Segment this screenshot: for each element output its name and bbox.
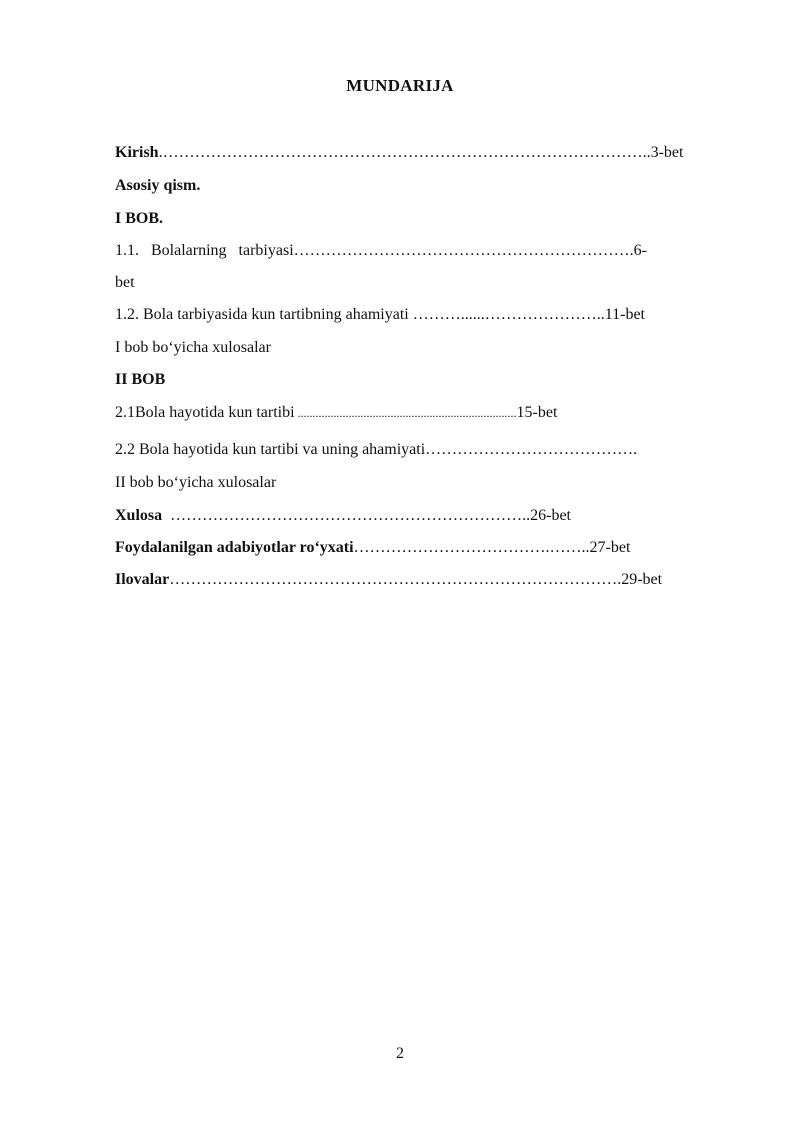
- toc-entry-ilovalar: [115, 570, 743, 590]
- toc-page: 11-bet: [604, 306, 645, 323]
- toc-page: 3-bet: [650, 144, 684, 161]
- toc-label: Ilovalar: [115, 571, 170, 588]
- toc-leader: .………………………………………………………………………………..: [158, 144, 651, 161]
- toc-entry-kirish: [115, 143, 743, 163]
- toc-label: Foydalanilgan adabiyotlar ro‘yxati: [115, 539, 354, 556]
- toc-entry-bob1-xulosa: I bob bo‘yicha xulosalar: [115, 339, 271, 356]
- toc-entry-xulosa: [115, 506, 743, 526]
- toc-page: 27-bet: [589, 539, 631, 556]
- page-number: 2: [396, 1045, 404, 1062]
- toc-label: Xulosa: [115, 507, 163, 524]
- toc-entry-1-1: [115, 241, 743, 261]
- toc-page: 29-bet: [621, 571, 663, 588]
- toc-number: 1.1.: [115, 242, 139, 259]
- toc-label: 2.1Bola hayotida kun tartibi: [115, 404, 295, 421]
- toc-label-cont: tarbiyasi: [238, 242, 294, 259]
- toc-label: 1.2. Bola tarbiyasida kun tartibning ahamiyati: [115, 306, 409, 323]
- chapter-heading-2: II BOB: [115, 371, 166, 388]
- toc-entry-2-2: [115, 440, 743, 460]
- toc-entry-1-2: [115, 305, 743, 325]
- toc-leader: …………………………………………………………..: [162, 507, 531, 524]
- toc-entry-2-1: [115, 403, 743, 423]
- toc-page: 6-: [633, 242, 647, 259]
- document-title: MUNDARIJA: [346, 76, 454, 95]
- toc-entry-foydalanilgan: [115, 538, 743, 558]
- toc-leader: ………......…………………..: [408, 306, 605, 323]
- toc-label: Kirish: [115, 144, 159, 161]
- toc-page: 15-bet: [516, 404, 558, 421]
- toc-leader: ……………………………….……..: [353, 539, 590, 556]
- section-heading-asosiy: Asosiy qism.: [115, 177, 201, 194]
- toc-entry-bob2-xulosa: II bob bo‘yicha xulosalar: [115, 474, 277, 491]
- toc-label: 2.2 Bola hayotida kun tartibi va uning ahamiyati: [115, 441, 426, 458]
- chapter-heading-1: I BOB.: [115, 210, 164, 227]
- toc-label: Bolalarning: [151, 242, 227, 259]
- toc-entry-1-1-page-cont: bet: [115, 274, 135, 291]
- toc-leader: ……………………………………………………….: [293, 242, 634, 259]
- toc-leader: ………………………………………………………………………….: [169, 571, 622, 588]
- toc-leader: .........................................................................: [294, 406, 517, 420]
- toc-leader: ………………………………….: [425, 441, 638, 458]
- toc-page: 26-bet: [530, 507, 571, 524]
